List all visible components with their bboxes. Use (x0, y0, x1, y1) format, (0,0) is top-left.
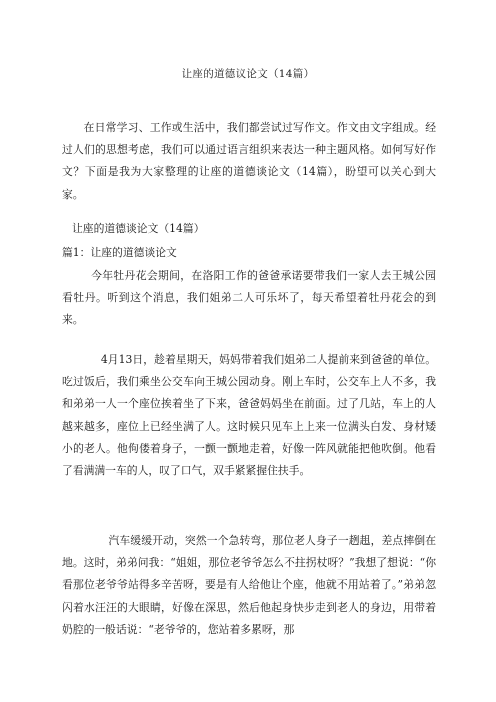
document-subtitle: 让座的道德谈论文（14篇） (72, 222, 205, 235)
document-title: 让座的道德议论文（14篇） (181, 68, 315, 80)
body-paragraph: 汽车缓缓开动，突然一个急转弯，那位老人身子一趔趄，差点摔倒在地。这时，弟弟问我：“姐姐，那位老爷爷怎么不拄拐杖呀？”我想了想说：“你看那位老爷爷站得多辛苦呀，要是有人给他让个座，他就不用站着了。”弟弟忽闪着水汪汪的大眼睛，好像在深思，然后他起身快步走到老人的身边，用带着奶腔的一般话说：“老爷爷的，您站着多累呀，那 (62, 534, 436, 636)
body-paragraph: 4月13日，趁着星期天，妈妈带着我们姐弟二人提前来到爸爸的单位。吃过饭后，我们乘坐公交车向王城公园动身。刚上车时，公交车上人不多，我和弟弟一人一个座位挨着坐了下来，爸爸妈妈坐在前面。过了几站，车上的人越来越多，座位上已经坐满了人。这时候只见车上上来一位满头白发、身材矮小的老人。他佝偻着身子，一颤一颤地走着，好像一阵风就能把他吹倒。他看了看满满一车的人，叹了口气，双手紧紧握住扶手。 (62, 353, 436, 478)
section-heading: 篇1：让座的道德谈论文 (62, 246, 177, 259)
body-paragraph: 今年牡丹花会期间，在洛阳工作的爸爸承诺要带我们一家人去王城公园看牡丹。听到这个消息，我们姐弟二人可乐坏了，每天希望着牡丹花会的到来。 (62, 269, 436, 327)
intro-paragraph: 在日常学习、工作或生活中，我们都尝试过写作文。作文由文字组成。经过人们的思想考虑，我们可以通过语言组织来表达一种主题风格。如何写好作文？下面是我为大家整理的让座的道德谈论文（14篇），盼望可以关心到大家。 (62, 121, 436, 201)
